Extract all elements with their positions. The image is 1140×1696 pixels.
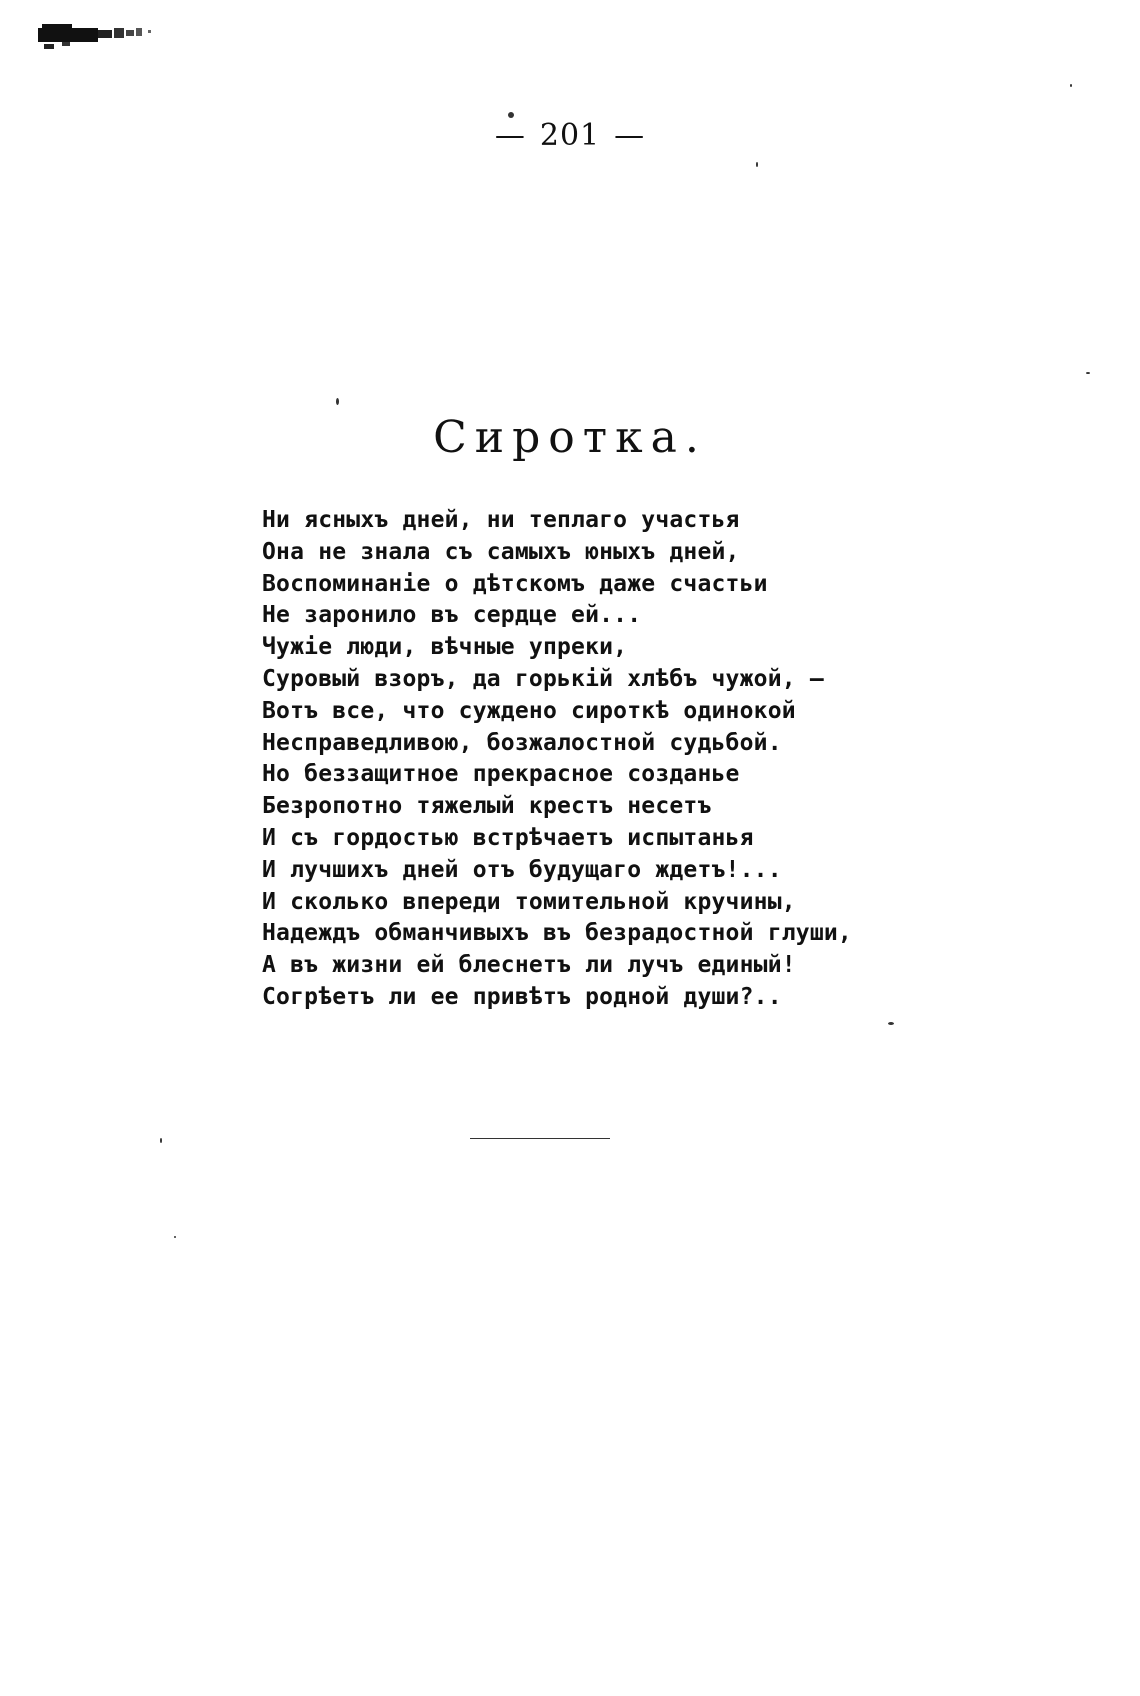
ink-speck <box>508 112 514 118</box>
poem-body <box>262 505 982 1014</box>
poem-line: Ни ясныхъ дней, ни теплаго участья <box>262 507 740 533</box>
ink-speck <box>336 398 339 405</box>
page-number-value: 201 <box>539 118 601 153</box>
page-number <box>0 118 1140 153</box>
ink-speck <box>888 1022 894 1025</box>
poem-line: И сколько впереди томительной кручины, <box>262 888 796 915</box>
poem-line: А въ жизни ей блеснетъ ли лучъ единый! <box>262 952 796 979</box>
poem-title: Сиротка. <box>433 412 707 463</box>
page-number-dash-left: — <box>494 118 526 153</box>
poem-line: Она не знала съ самыхъ юныхъ дней, <box>262 538 740 565</box>
ink-speck <box>1070 84 1072 87</box>
page-number-dash-right: — <box>614 118 646 153</box>
poem-line: Суровый взоръ, да горькій хлѣбъ чужой, — <box>262 665 824 692</box>
poem-line: Согрѣетъ ли ее привѣтъ родной души?.. <box>262 983 782 1010</box>
ink-blot-stamp <box>38 18 158 52</box>
ink-speck <box>756 162 758 167</box>
ink-speck <box>160 1138 162 1143</box>
poem-line: Несправедливою, бозжалостной судьбой. <box>262 729 782 756</box>
poem-line: Но беззащитное прекрасное созданье <box>262 761 740 788</box>
poem-line: Вотъ все, что суждено сироткѣ одинокой <box>262 697 796 724</box>
poem-line: Безропотно тяжелый крестъ несетъ <box>262 793 712 820</box>
ink-speck <box>1086 372 1090 374</box>
end-rule <box>470 1138 610 1139</box>
poem-line: И лучшихъ дней отъ будущаго ждетъ!... <box>262 856 782 883</box>
poem-line: Чужіе люди, вѣчные упреки, <box>262 634 628 661</box>
poem-line: Не заронило въ сердце ей... <box>262 602 642 629</box>
poem-line: И съ гордостью встрѣчаетъ испытанья <box>262 824 754 851</box>
poem-line: Воспоминаніе о дѣтскомъ даже счастьи <box>262 570 768 597</box>
ink-speck <box>174 1236 176 1238</box>
poem-line: Надеждъ обманчивыхъ въ безрадостной глуши, <box>262 920 852 947</box>
